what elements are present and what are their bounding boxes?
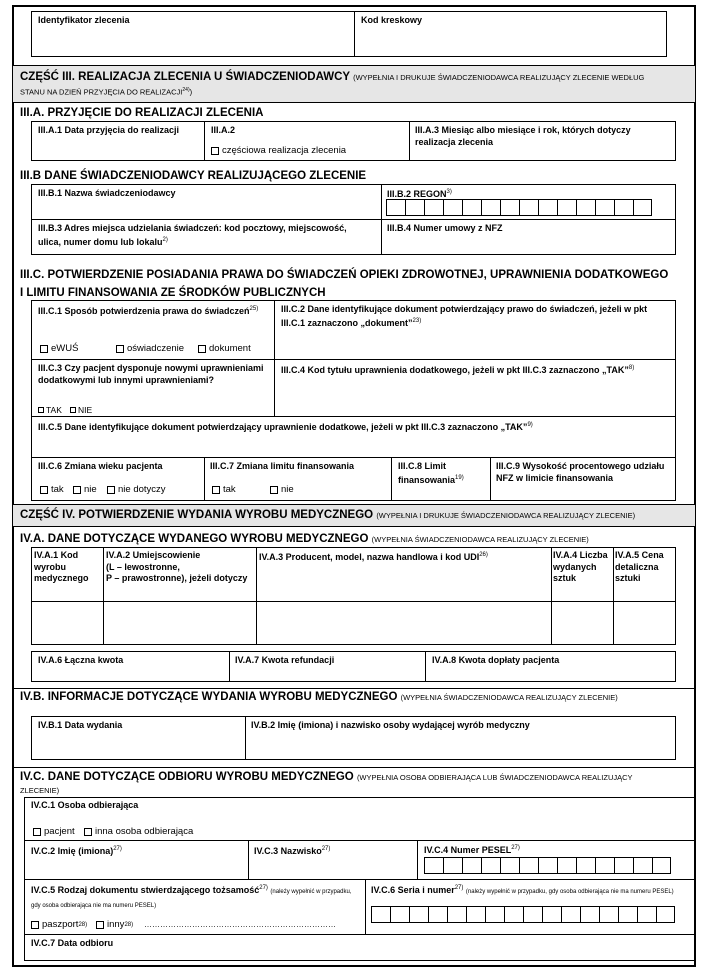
field-iii-c-5: III.C.5 Dane identyfikujące dokument potwierdzający uprawnienie dodatkowe, jeżeli w pkt III.C.3 zaznaczono „TAK”$^{9)}$	[38, 422, 533, 432]
c6-no-checkbox[interactable]: nie	[73, 484, 97, 495]
field-iv-a-6: IV.A.6 Łączna kwota	[38, 655, 124, 665]
c3-no-checkbox[interactable]: NIE	[70, 405, 92, 415]
c5-passport-checkbox[interactable]: paszport 28)	[31, 919, 87, 930]
col-iv-a-5: IV.A.5 Cena detaliczna sztuki	[615, 550, 664, 583]
c6-yes-checkbox[interactable]: tak	[40, 484, 64, 495]
divider	[24, 879, 696, 880]
divider	[365, 879, 366, 934]
c1-document-checkbox[interactable]: dokument	[198, 343, 251, 354]
divider	[13, 767, 695, 768]
section-iii-a-title: III.A. PRZYJĘCIE DO REALIZACJI ZLECENIA	[20, 107, 264, 119]
divider	[31, 359, 676, 360]
section-iv-b-title: IV.B. INFORMACJE DOTYCZĄCE WYDANIA WYROBU MEDYCZNEGO (WYPEŁNIA ŚWIADCZENIODAWCA REALIZUJĄCY ZLECENIE)	[20, 691, 618, 703]
c1-other-person-checkbox[interactable]: inna osoba odbierająca	[84, 826, 193, 837]
divider	[31, 416, 676, 417]
c3-yes-checkbox[interactable]: TAK	[38, 405, 62, 415]
c1-ewus-checkbox[interactable]: eWUŚ	[40, 343, 78, 354]
divider	[274, 300, 275, 416]
field-iv-c-6: IV.C.6 Seria i numer$^{27)}$ (należy wypełnić w przypadku, gdy osoba odbierająca nie ma numeru PESEL)	[371, 885, 674, 895]
c5-other-checkbox[interactable]: inny 28)	[96, 919, 133, 930]
part4-title: CZĘŚĆ IV. POTWIERDZENIE WYDANIA WYROBU MEDYCZNEGO (WYPEŁNIA I DRUKUJE ŚWIADCZENIODAWCA REALIZUJĄCY ZLECENIE)	[20, 509, 636, 521]
c1-patient-checkbox[interactable]: pacjent	[33, 826, 75, 837]
field-iii-c-8: III.C.8 Limit finansowania$^{19)}$	[398, 461, 464, 485]
regon-boxes[interactable]	[386, 199, 652, 216]
field-iii-b-4: III.B.4 Numer umowy z NFZ	[387, 223, 503, 233]
field-iv-c-2: IV.C.2 Imię (imiona)$^{27)}$	[31, 846, 122, 856]
field-iv-c-7: IV.C.7 Data odbioru	[31, 938, 114, 948]
partial-realization-checkbox[interactable]: częściowa realizacja zlecenia	[211, 145, 346, 156]
divider	[31, 457, 676, 458]
divider	[417, 840, 418, 879]
divider	[103, 547, 104, 645]
col-iv-a-1: IV.A.1 Kod wyrobu medycznego	[34, 550, 89, 583]
barcode-label: Kod kreskowy	[361, 15, 423, 25]
divider	[425, 651, 426, 682]
part3-title: CZĘŚĆ III. REALIZACJA ZLECENIA U ŚWIADCZENIODAWCY (WYPEŁNIA I DRUKUJE ŚWIADCZENIODAWCA REALIZUJĄCY ZLECENIE WEDŁUG	[20, 71, 645, 83]
field-iii-a-1: III.A.1 Data przyjęcia do realizacji	[38, 125, 180, 135]
divider	[24, 934, 696, 935]
field-iv-c-4: IV.C.4 Numer PESEL$^{27)}$	[424, 845, 520, 855]
divider	[245, 716, 246, 760]
divider	[248, 840, 249, 879]
divider	[204, 121, 205, 161]
field-iii-c-1: III.C.1 Sposób potwierdzenia prawa do świadczeń$^{25)}$	[38, 306, 259, 316]
field-iv-c-5: IV.C.5 Rodzaj dokumentu stwierdzającego tożsamość$^{27)}$ (należy wypełnić w przypadku, gdy osoba odbierająca nie ma numeru PESEL)	[31, 885, 352, 909]
divider	[354, 11, 355, 57]
section-iv-c-title: IV.C. DANE DOTYCZĄCE ODBIORU WYROBU MEDYCZNEGO (WYPEŁNIA OSOBA ODBIERAJĄCA LUB ŚWIADCZENIODAWCA REALIZUJĄCY	[20, 771, 633, 783]
field-iii-c-9: III.C.9 Wysokość procentowego udziału NFZ w limicie finansowania	[496, 461, 665, 483]
c5-other-line[interactable]: ………………………………………………………………	[144, 920, 336, 929]
amounts-box	[31, 651, 676, 682]
field-iv-a-7: IV.A.7 Kwota refundacji	[235, 655, 335, 665]
part3-note: STANU NA DZIEŃ PRZYJĘCIA DO REALIZACJI$^{24)}$)	[20, 87, 193, 97]
pesel-boxes[interactable]	[424, 857, 671, 874]
c7-yes-checkbox[interactable]: tak	[212, 484, 236, 495]
c6-na-checkbox[interactable]: nie dotyczy	[107, 484, 166, 495]
section-iii-b-title: III.B DANE ŚWIADCZENIODAWCY REALIZUJĄCEGO ZLECENIE	[20, 170, 367, 182]
section-iv-a-title: IV.A. DANE DOTYCZĄCE WYDANEGO WYROBU MEDYCZNEGO (WYPEŁNIA ŚWIADCZENIODAWCA REALIZUJĄCY ZLECENIE)	[20, 533, 589, 545]
field-iii-b-3: III.B.3 Adres miejsca udzielania świadczeń: kod pocztowy, miejscowość, ulica, numer domu lub lokalu$^{2)}$	[38, 223, 347, 247]
divider	[31, 219, 676, 220]
c7-no-checkbox[interactable]: nie	[270, 484, 294, 495]
divider	[551, 547, 552, 645]
divider	[24, 840, 696, 841]
section-iv-c-note: ZLECENIE)	[20, 786, 60, 795]
c1-declaration-checkbox[interactable]: oświadczenie	[116, 343, 184, 354]
section-iii-c-title-2: I LIMITU FINANSOWANIA ZE ŚRODKÓW PUBLICZNYCH	[20, 287, 326, 299]
field-iv-a-8: IV.A.8 Kwota dopłaty pacjenta	[432, 655, 560, 665]
divider	[490, 457, 491, 501]
divider	[229, 651, 230, 682]
section-iii-c-title-1: III.C. POTWIERDZENIE POSIADANIA PRAWA DO ŚWIADCZEŃ OPIEKI ZDROWOTNEJ, UPRAWNIENIA DODATKOWEGO	[20, 269, 669, 281]
order-id-label: Identyfikator zlecenia	[38, 15, 130, 25]
field-iii-b-2: III.B.2 REGON$^{3)}$	[387, 189, 452, 199]
id-series-boxes[interactable]	[371, 906, 675, 923]
divider	[391, 457, 392, 501]
field-iv-c-1: IV.C.1 Osoba odbierająca	[31, 800, 139, 810]
field-iii-c-7: III.C.7 Zmiana limitu finansowania	[210, 461, 355, 471]
field-iv-b-2: IV.B.2 Imię (imiona) i nazwisko osoby wydającej wyrób medyczny	[251, 720, 530, 730]
field-iii-c-2: III.C.2 Dane identyfikujące dokument potwierdzający prawo do świadczeń, jeżeli w pkt III.C.1 zaznaczono „dokument”$^{23)}$	[281, 304, 648, 328]
field-iii-a-3: III.A.3 Miesiąc albo miesiące i rok, których dotyczy realizacja zlecenia	[415, 125, 631, 147]
divider	[613, 547, 614, 645]
col-iv-a-4: IV.A.4 Liczba wydanych sztuk	[553, 550, 608, 583]
divider	[256, 547, 257, 645]
divider	[409, 121, 410, 161]
field-iii-a-2: III.A.2	[211, 125, 236, 135]
field-iv-c-3: IV.C.3 Nazwisko$^{27)}$	[254, 846, 331, 856]
col-iv-a-2: IV.A.2 Umiejscowienie (L – lewostronne, P – prawostronne), jeżeli dotyczy	[106, 550, 248, 583]
col-iv-a-3: IV.A.3 Producent, model, nazwa handlowa i kod UDI$^{26)}$	[259, 552, 488, 562]
field-iii-b-1: III.B.1 Nazwa świadczeniodawcy	[38, 188, 176, 198]
field-iii-c-6: III.C.6 Zmiana wieku pacjenta	[38, 461, 163, 471]
divider	[13, 688, 695, 689]
field-iv-b-1: IV.B.1 Data wydania	[38, 720, 123, 730]
divider	[31, 601, 676, 602]
field-iii-c-4: III.C.4 Kod tytułu uprawnienia dodatkowego, jeżeli w pkt III.C.3 zaznaczono „TAK”$^{8)}$	[281, 365, 635, 375]
divider	[204, 457, 205, 501]
field-iii-c-3: III.C.3 Czy pacjent dysponuje nowymi uprawnieniami dodatkowymi lub innymi uprawnieniami?	[38, 363, 264, 385]
